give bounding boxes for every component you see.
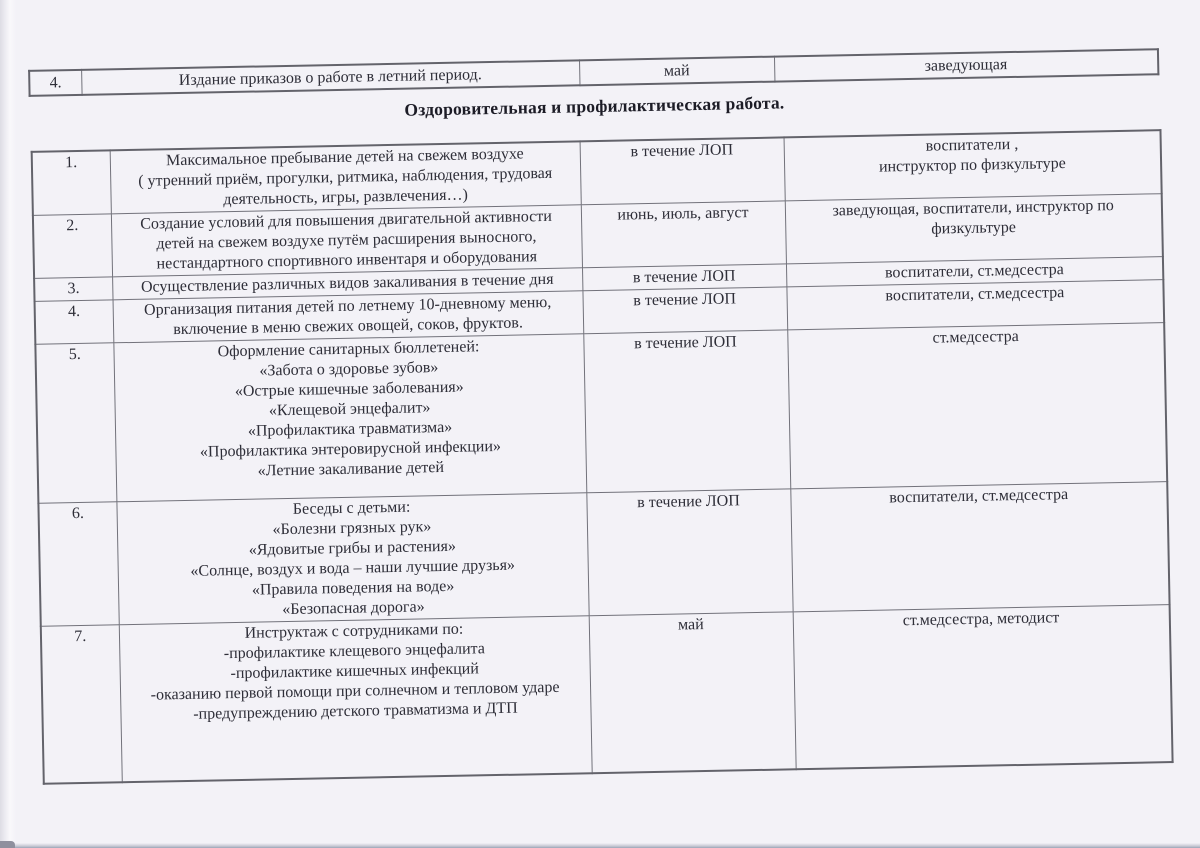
- timing-cell: в течение ЛОП: [582, 264, 786, 291]
- timing-cell: в течение ЛОП: [582, 287, 787, 334]
- paper-left-edge: [0, 0, 16, 848]
- scan-corner-shadow: [0, 841, 15, 848]
- timing-cell: в течение ЛОП: [586, 489, 792, 616]
- row-number-cell: 3.: [34, 277, 112, 301]
- responsible-cell: воспитатели, ст.медсестра: [786, 280, 1164, 330]
- row-number-cell: 5.: [35, 343, 116, 503]
- responsible-cell: заведующая, воспитатели, инструктор по физкультуре: [785, 194, 1163, 264]
- activity-cell: Создание условий для повышения двигательной активности детей на свежем воздухе путём расширения выносного, нестандартного спортивного инвентаря и оборудования: [111, 205, 582, 277]
- row-number-cell: 1.: [32, 150, 111, 215]
- responsible-cell: заведующая: [774, 49, 1158, 81]
- timing-cell: июнь, июль, август: [581, 201, 786, 268]
- responsible-cell: ст.медсестра: [787, 323, 1167, 489]
- responsible-cell: ст.медсестра, методист: [793, 605, 1173, 769]
- activity-cell: Организация питания детей по летнему 10-дневному меню, включение в меню свежих овощей, соков, фруктов.: [113, 291, 584, 343]
- timing-cell: май: [589, 612, 796, 773]
- activity-cell: Издание приказов о работе в летний период.: [81, 60, 579, 95]
- section-title: Оздоровительная и профилактическая работа.: [404, 92, 785, 120]
- row-number-cell: 7.: [41, 625, 122, 783]
- activity-cell: Осуществление различных видов закаливания в течение дня: [112, 268, 582, 300]
- timing-cell: в течение ЛОП: [580, 137, 785, 204]
- activity-cell: Оформление санитарных бюллетеней: «Забота о здоровье зубов» «Острые кишечные заболевания» «Клещевой энцефалит» «Профилактика травматизма» «Профилактика энтеровирусной инфекции» «Летние закаливание детей: [113, 334, 586, 502]
- activity-cell: Максимальное пребывание детей на свежем воздухе ( утренний приём, прогулки, ритмика, наблюдения, трудовая деятельность, игры, развлечения…): [110, 141, 581, 214]
- scan-bottom-edge: [0, 843, 1200, 848]
- timing-cell: май: [579, 57, 774, 86]
- table-row: [35, 323, 1167, 504]
- activity-cell: Инструктаж с сотрудниками по: -профилактике клещевого энцефалита -профилактике кишечных инфекций -оказанию первой помощи при солнечном и тепловом ударе -предупреждению детского травматизма и ДТП: [119, 616, 592, 782]
- responsible-cell: воспитатели, ст.медсестра: [790, 482, 1169, 612]
- table-row: [38, 482, 1169, 627]
- row-number-cell: 2.: [33, 214, 112, 278]
- row-number-cell: 4.: [35, 300, 114, 344]
- row-number-cell: 4.: [29, 70, 81, 96]
- table-row: [41, 605, 1173, 784]
- timing-cell: в течение ЛОП: [583, 330, 790, 493]
- health-preventive-work-table: [31, 129, 1174, 784]
- row-number-cell: 6.: [38, 502, 118, 626]
- responsible-cell: воспитатели, ст.медсестра: [786, 257, 1163, 287]
- activity-cell: Беседы с детьми: «Болезни грязных рук» «Ядовитые грибы и растения» «Солнце, воздух и вода – наши лучшие друзья» «Правила поведения на воде» «Безопасная дорога»: [116, 493, 588, 625]
- responsible-cell: воспитатели , инструктор по физкультуре: [784, 130, 1162, 201]
